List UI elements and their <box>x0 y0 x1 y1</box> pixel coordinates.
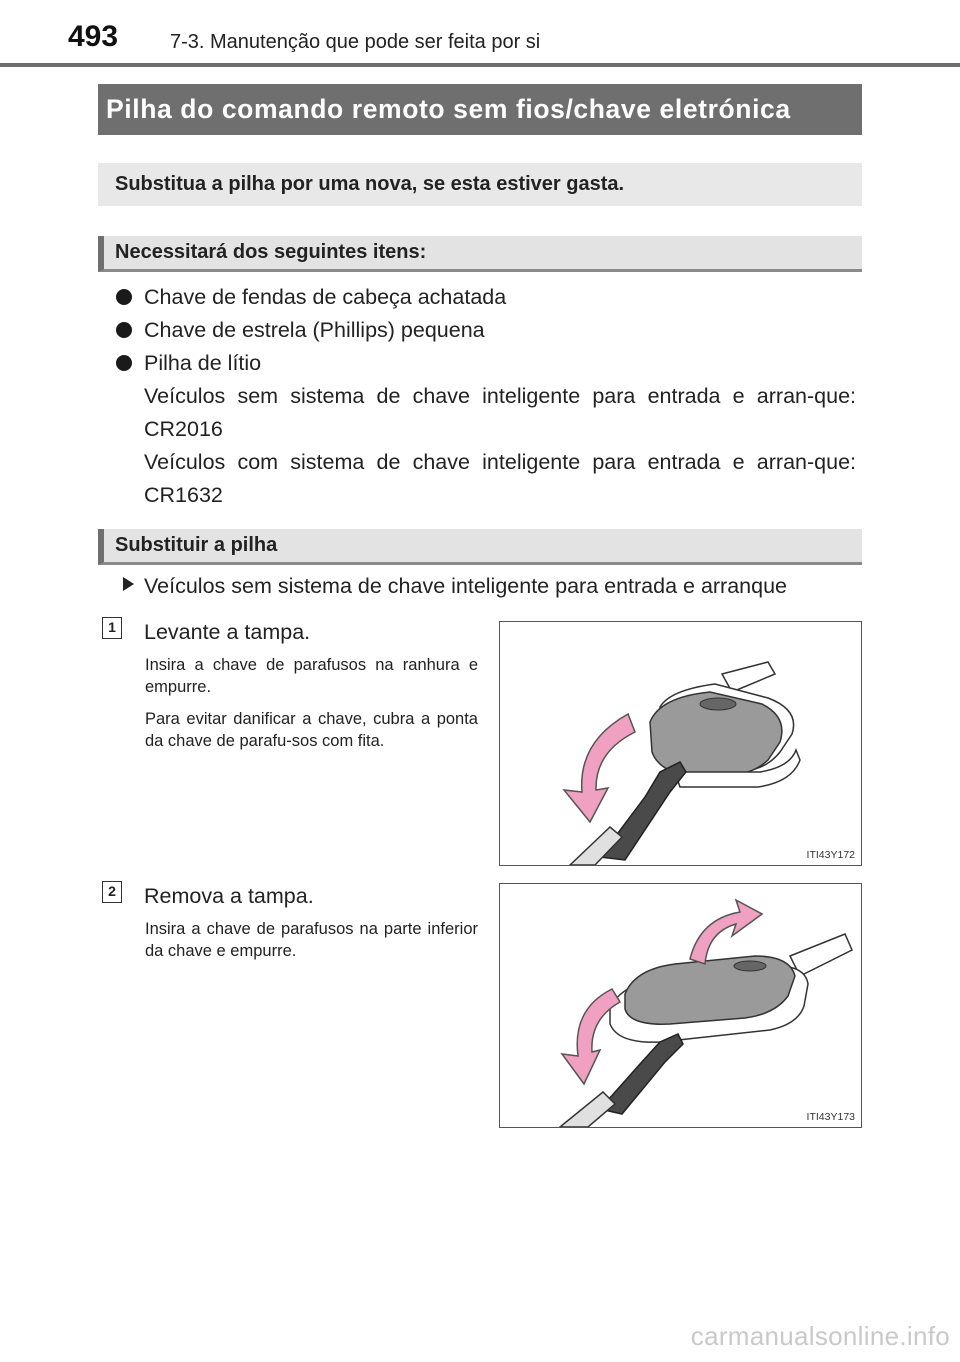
list-item-subtext: Veículos sem sistema de chave inteligente para entrada e arran-que: CR2016 <box>144 384 856 441</box>
step-number-badge: 2 <box>102 881 122 903</box>
list-item <box>116 281 856 314</box>
vehicle-subheading-text: Veículos sem sistema de chave inteligente para entrada e arranque <box>144 574 788 598</box>
vehicle-subheading <box>123 574 787 599</box>
list-item-text: Chave de fendas de cabeça achatada <box>144 285 507 309</box>
list-item-subtext: Veículos com sistema de chave inteligente para entrada e arran-que: CR1632 <box>144 450 856 507</box>
chapter-title: 7-3. Manutenção que pode ser feita por si <box>170 31 541 53</box>
list-item <box>116 314 856 347</box>
figure-separate-cover <box>499 883 862 1128</box>
header-divider <box>0 63 960 67</box>
section-title: Pilha do comando remoto sem fios/chave eletrónica <box>106 94 791 124</box>
replace-heading-bar <box>98 529 862 565</box>
triangle-right-icon <box>123 577 134 591</box>
items-heading-bar <box>98 236 862 272</box>
step-description <box>145 654 478 762</box>
intro-text: Substitua a pilha por uma nova, se esta estiver gasta. <box>115 173 625 195</box>
figure-code: ITI43Y172 <box>806 849 855 861</box>
bullet-dot-icon <box>116 322 132 338</box>
watermark: carmanualsonline.info <box>690 1321 950 1351</box>
step-description <box>145 918 478 972</box>
list-item-text: Pilha de lítio <box>144 351 262 375</box>
page-number: 493 <box>68 20 119 53</box>
intro-box <box>98 163 862 206</box>
items-list <box>116 281 856 512</box>
step-description-text: Para evitar danificar a chave, cubra a ponta da chave de parafu-sos com fita. <box>145 710 478 750</box>
list-item-text: Chave de estrela (Phillips) pequena <box>144 318 485 342</box>
step-title: Levante a tampa. <box>144 620 311 644</box>
items-heading: Necessitará dos seguintes itens: <box>115 241 427 263</box>
step-description-text: Insira a chave de parafusos na parte inferior da chave e empurre. <box>145 920 478 960</box>
step-number-badge: 1 <box>102 617 122 639</box>
step-description-text: Insira a chave de parafusos na ranhura e empurre. <box>145 656 478 696</box>
list-item <box>116 347 856 512</box>
replace-heading: Substituir a pilha <box>115 534 278 556</box>
step-title: Remova a tampa. <box>144 884 314 908</box>
key-screwdriver-illustration <box>500 884 861 1127</box>
key-screwdriver-illustration <box>500 622 861 865</box>
bullet-dot-icon <box>116 355 132 371</box>
figure-code: ITI43Y173 <box>806 1111 855 1123</box>
bullet-dot-icon <box>116 289 132 305</box>
section-title-bar <box>98 84 862 135</box>
figure-remove-cover <box>499 621 862 866</box>
